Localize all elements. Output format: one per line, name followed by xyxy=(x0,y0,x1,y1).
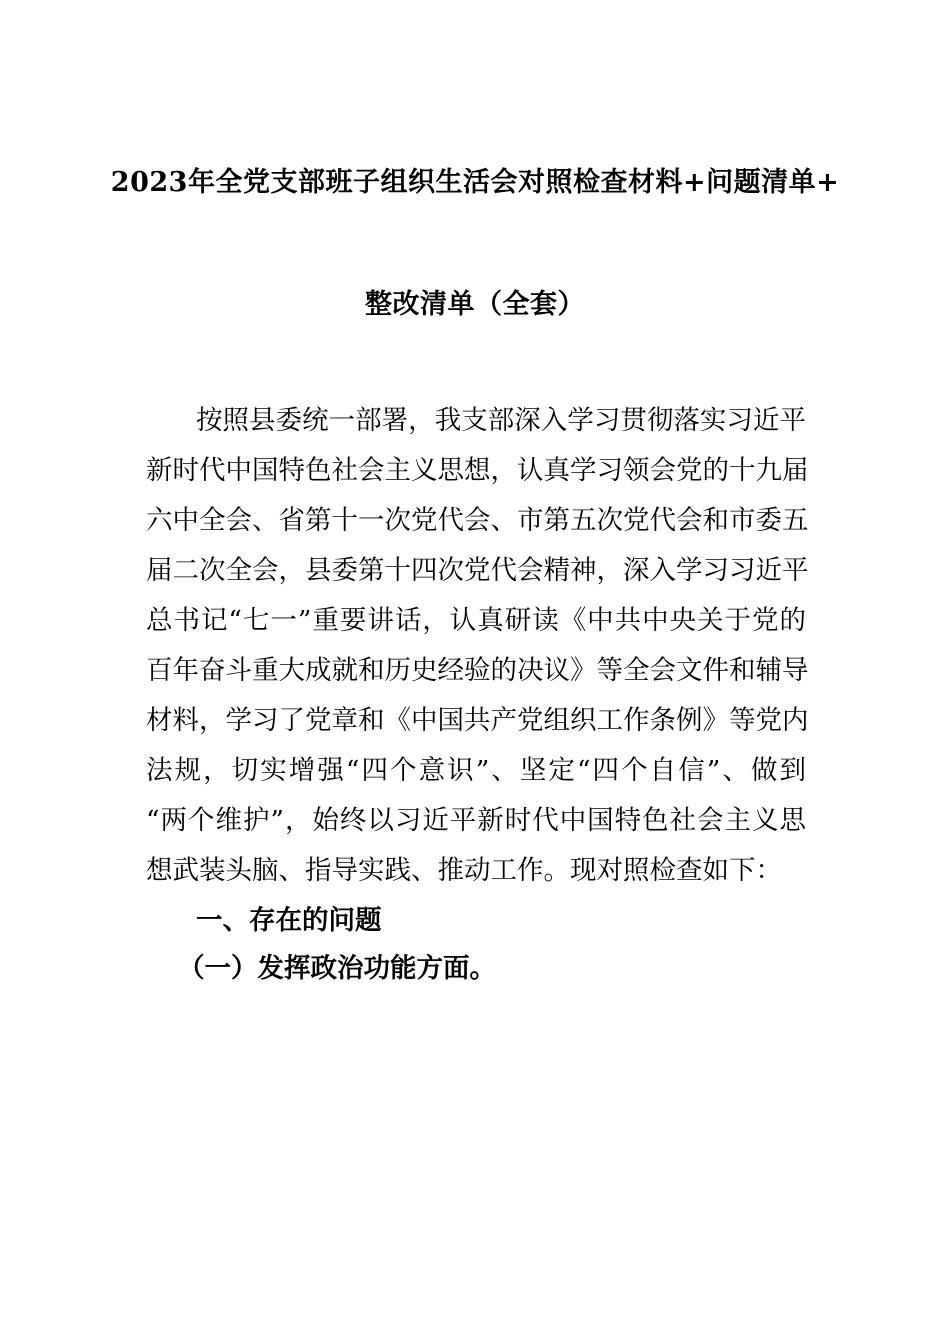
body-paragraph-line-3: 六中全会、省第十一次党代会、市第五次党代会和市委五 xyxy=(146,505,809,536)
body-paragraph-line-9: “两个维护”，始终以习近平新时代中国特色社会主义思 xyxy=(146,805,806,836)
body-paragraph-line-4: 届二次全会，县委第十四次党代会精神，深入学习习近平 xyxy=(146,555,809,586)
document-title-line-2: 整改清单（全套） xyxy=(365,289,585,320)
body-paragraph-line-8: 法规，切实增强“四个意识”、坚定“四个自信”、做到 xyxy=(146,755,806,786)
body-paragraph-line-10: 想武装头脑、指导实践、推动工作。现对照检查如下： xyxy=(146,855,782,886)
document-title-line-1: 2023年全党支部班子组织生活会对照检查材料+问题清单+ xyxy=(110,167,840,198)
body-paragraph-line-7: 材料，学习了党章和《中国共产党组织工作条例》等党内 xyxy=(146,705,809,736)
body-paragraph-line-2: 新时代中国特色社会主义思想，认真学习领会党的十九届 xyxy=(146,455,809,486)
body-paragraph-line-5: 总书记“七一”重要讲话，认真研读《中共中央关于党的 xyxy=(146,605,806,636)
body-paragraph-line-1: 按照县委统一部署，我支部深入学习贯彻落实习近平 xyxy=(196,405,806,436)
body-paragraph-line-6: 百年奋斗重大成就和历史经验的决议》等全会文件和辅导 xyxy=(146,655,809,686)
subsection-heading: （一）发挥政治功能方面。 xyxy=(178,953,496,984)
section-heading: 一、存在的问题 xyxy=(196,905,382,936)
